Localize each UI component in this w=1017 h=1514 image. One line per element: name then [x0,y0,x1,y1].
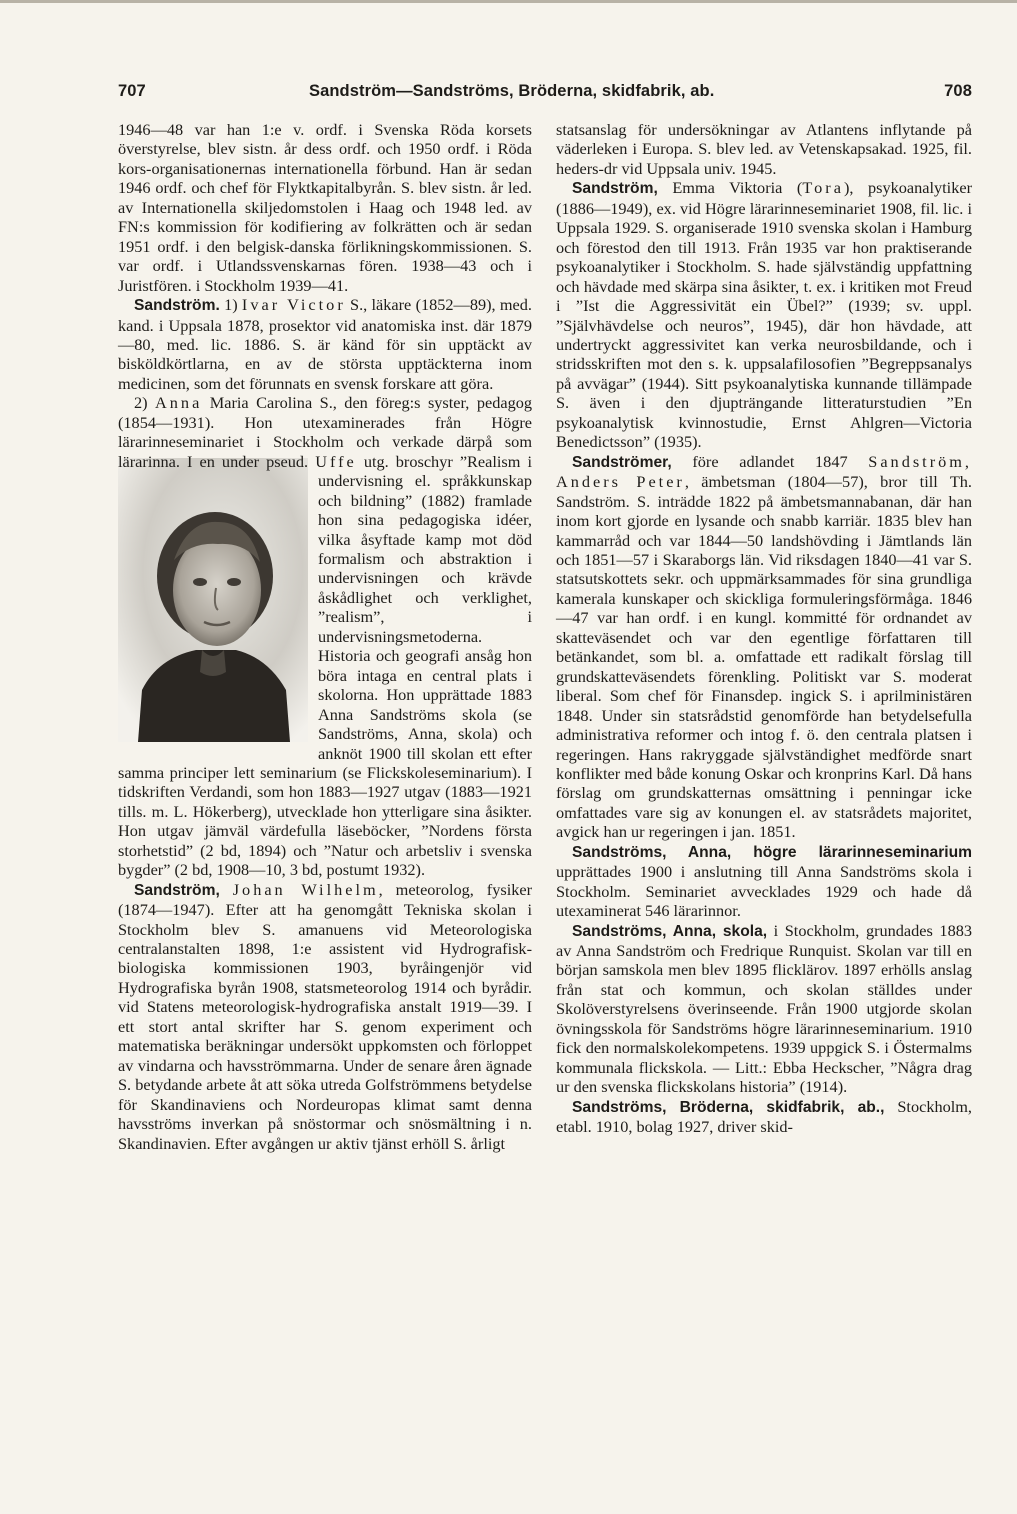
person-name: Anna [155,393,203,413]
headword: Sandström, [134,881,220,899]
person-name: Johan Wilhelm [232,879,379,899]
page-number-right: 708 [944,82,972,100]
headword: Sandström, [572,180,658,198]
entry-seminarium: Sandströms, Anna, högre lärarinneseminarium upprättades 1900 i anslutning till Anna Sandströms skola i Stockholm. Seminariet avvecklades 1929 och hade då utexaminerat 546 lärarinnor. [556,843,972,921]
running-title: Sandström—Sandströms, Bröderna, skidfabrik, ab. [309,82,715,100]
entry-skidfabrik: Sandströms, Bröderna, skidfabrik, ab., Stockholm, etabl. 1910, bolag 1927, driver skid- [556,1096,972,1137]
top-border [0,0,1017,3]
headword: Sandström. [134,297,220,315]
headword: Sandströms, Bröderna, skidfabrik, ab., [572,1098,885,1116]
right-column [556,120,972,1137]
entry-continuation: statsanslag för undersökningar av Atlantens inflytande på väderleken i Europa. S. blev led. av Vetenskapsakad. 1925, fil. heders-dr vid Uppsala univ. 1945. [556,120,972,178]
running-header [118,82,972,108]
person-name: Sandström, Anders Peter [556,451,972,492]
entry-johan-wilhelm: Sandström, Johan Wilhelm, meteorolog, fysiker (1874—1947). Efter att ha genomgått Tekniska skolan i Stockholm blev S. amanuens vid Meteorologiska centralanstalten 1898, 1:e assistent vid Hydrografisk-biologiska kommissionen 1903, byråingenjör vid Hydrografiska byrån 1908, statsmeteorolog 1914 och byrådir. vid Statens meteorologisk-hydrografiska anstalt 1919—39. I ett stort antal skrifter har S. genom experiment och matematiska beräkningar undersökt uppkomsten och förloppet av vindarna och havsströmmarna. Under de senare åren ägnade S. betydande arbete åt att söka utreda Golfströmmens betydelse för Skandinaviens och Nordeuropas klimat samt denna havsströms inverkan på snöstormar och snösmältning i n. Skandinavien. Efter avgången ur aktiv tjänst erhöll S. årligt [118,879,533,1153]
pseudonym: Uffe [315,451,357,471]
entry-anna-maria: 2) Anna Maria Carolina S., den föreg:s syster, pedagog (1854—1931). Hon utexaminerades från Högre lärarinneseminariet i Stockholm och verkade därpå som lärarinna. I en under pseud. Uffe utg. broschyr ”Realism i undervisning el. språkkunskap och bildning” (1882) framlade hon sina pedagogiska idéer, vilka åsyftade kamp mot död formalism och abstraktion i undervisningen och krävde åskådlighet och verklighet, ”realism”, i undervisningsmetoderna. Historia och geografi ansåg hon böra intaga en central plats i skolorna. Hon upprättade 1883 Anna Sandströms skola (se Sandströms, Anna, skola) och anknöt 1900 till skolan ett efter samma principer lett seminarium (se Flickskoleseminarium). I tidskriften Verdandi, som hon 1883—1927 utgav (1883—1921 tills. m. L. Hökerberg), utvecklade hon ytterligare sina åsikter. Hon utgav jämväl värdefulla läseböcker, ”Nordens första storhetstid” (2 bd, 1894) och ”Natur och arbetsliv i svenska bygder” (2 bd, 1908—10, 3 bd, postumt 1932). [118,393,533,880]
left-column [118,120,532,1153]
person-name: Ivar Victor [241,295,346,315]
headword: Sandströms, Anna, högre lärarinneseminarium [572,843,972,861]
entry-ivar-victor: Sandström. 1) Ivar Victor S., läkare (1852—89), med. kand. i Uppsala 1878, prosektor vid anatomiska inst. där 1879—80, med. lic. 1886. S. är känd för sin upptäckt av bisköldkörtlarna, en av de största upptäckterna inom medicinen, som det förunnats en svensk forskare att göra. [118,295,532,393]
headword: Sandströms, Anna, skola, [572,922,768,940]
headword: Sandströmer, [572,453,672,471]
person-name: Tora [802,178,844,198]
entry-continuation: 1946—48 var han 1:e v. ordf. i Svenska Röda korsets överstyrelse, blev sistn. år dess ordf. och 1950 ordf. i Röda kors-organisationernas internationella förbund. Han är sedan 1946 ordf. och chef för Flyktkapitalbyrån. S. blev sistn. år led. av Internationella skiljedomstolen i Haag och 1948 led. av FN:s kommission för kodifiering av folkrätten och är sedan 1951 ordf. i den belgisk-danska förlikningskommissionen. S. var ordf. i Utlandssvenskarnas fören. 1938—43 och i Juristfören. i Stockholm 1939—41. [118,120,532,295]
entry-skola: Sandströms, Anna, skola, i Stockholm, grundades 1883 av Anna Sandström och Fredrique Runquist. Skolan var till en början samskola men blev 1895 flicklärov. 1897 erhölls anslag från stat och kommun, och skolan ställdes under Skolöverstyrelsens överinseende. Från 1900 utgjorde skolan övningsskola för Sandströms högre lärarinneseminarium. 1910 fick den normalskolekompetens. 1939 uppgick S. i Östermalms kommunala flickskola. — Litt.: Ebba Heckscher, ”Några drag ur den svenska flickskolans historia” (1914). [556,920,972,1097]
entry-sandstromer: Sandströmer, före adlandet 1847 Sandström, Anders Peter, ämbetsman (1804—57), bror till Th. Sandström. S. inträdde 1822 på ämbetsmannabanan, där han inom kort gjorde en lysande och snabb karriär. 1835 blev han kammarråd och var 1844—50 landshövding i Jämtlands län och 1851—57 i Skaraborgs län. Vid riksdagen 1840—41 var S. statsutskottets sekr. och uppmärksammades för sina grundliga kamerala kunskaper och skickliga formuleringsförmåga. 1846—47 var han ordf. i en kungl. kommitté för ordnandet av skatteväsendet och var den egentlige författaren till betänkandet, som bl. a. omfattade ett radikalt förslag till grundskatteväsendets förenkling. Politiskt var S. moderat liberal. Som chef för Finansdep. ingick S. i aprilministären 1848. Under sin statsrådstid genomförde han betydelsefulla administrativa reformer och intog f. ö. den centrala platsen i regeringen. Hans rakryggade självständighet medförde snart konflikter med både konung Oskar och kronprins Karl. Då hans förslag om grundskatternas omsättning i penningar icke omfattades vare sig av konungen el. av statsrådets majoritet, avgick han ur regeringen i jan. 1851. [556,451,972,842]
portrait-photo [118,458,308,742]
page-number-left: 707 [118,82,146,100]
entry-emma-viktoria: Sandström, Emma Viktoria (Tora), psykoanalytiker (1886—1949), ex. vid Högre lärarinneseminariet 1908, fil. lic. i Uppsala 1929. S. organiserade 1910 svenska skolan i Hamburg och förestod den till 1913. Från 1935 var hon praktiserande psykoanalytiker i Stockholm. S. hade självständig uppfattning och hävdade med skärpa sina åsikter, t. ex. i kritiken mot Freud i ”Ist die Aggressivität ein Übel?” (1939; sv. uppl. ”Självhävdelse och neuros”, 1945), där hon hävdade, att undertryckt aggressivitet kan verka neurosbildande, och i stridsskriften mot den s. k. uppsalafilosofien ”Begreppsanalys på avvägar” (1944). Sitt psykoanalytiska kunnande tillämpade S. även i den djupträngande litteraturstudien ”En psykoanalytisk kvinnostudie, Ernst Ahlgren—Victoria Benedictsson” (1935). [556,178,972,452]
